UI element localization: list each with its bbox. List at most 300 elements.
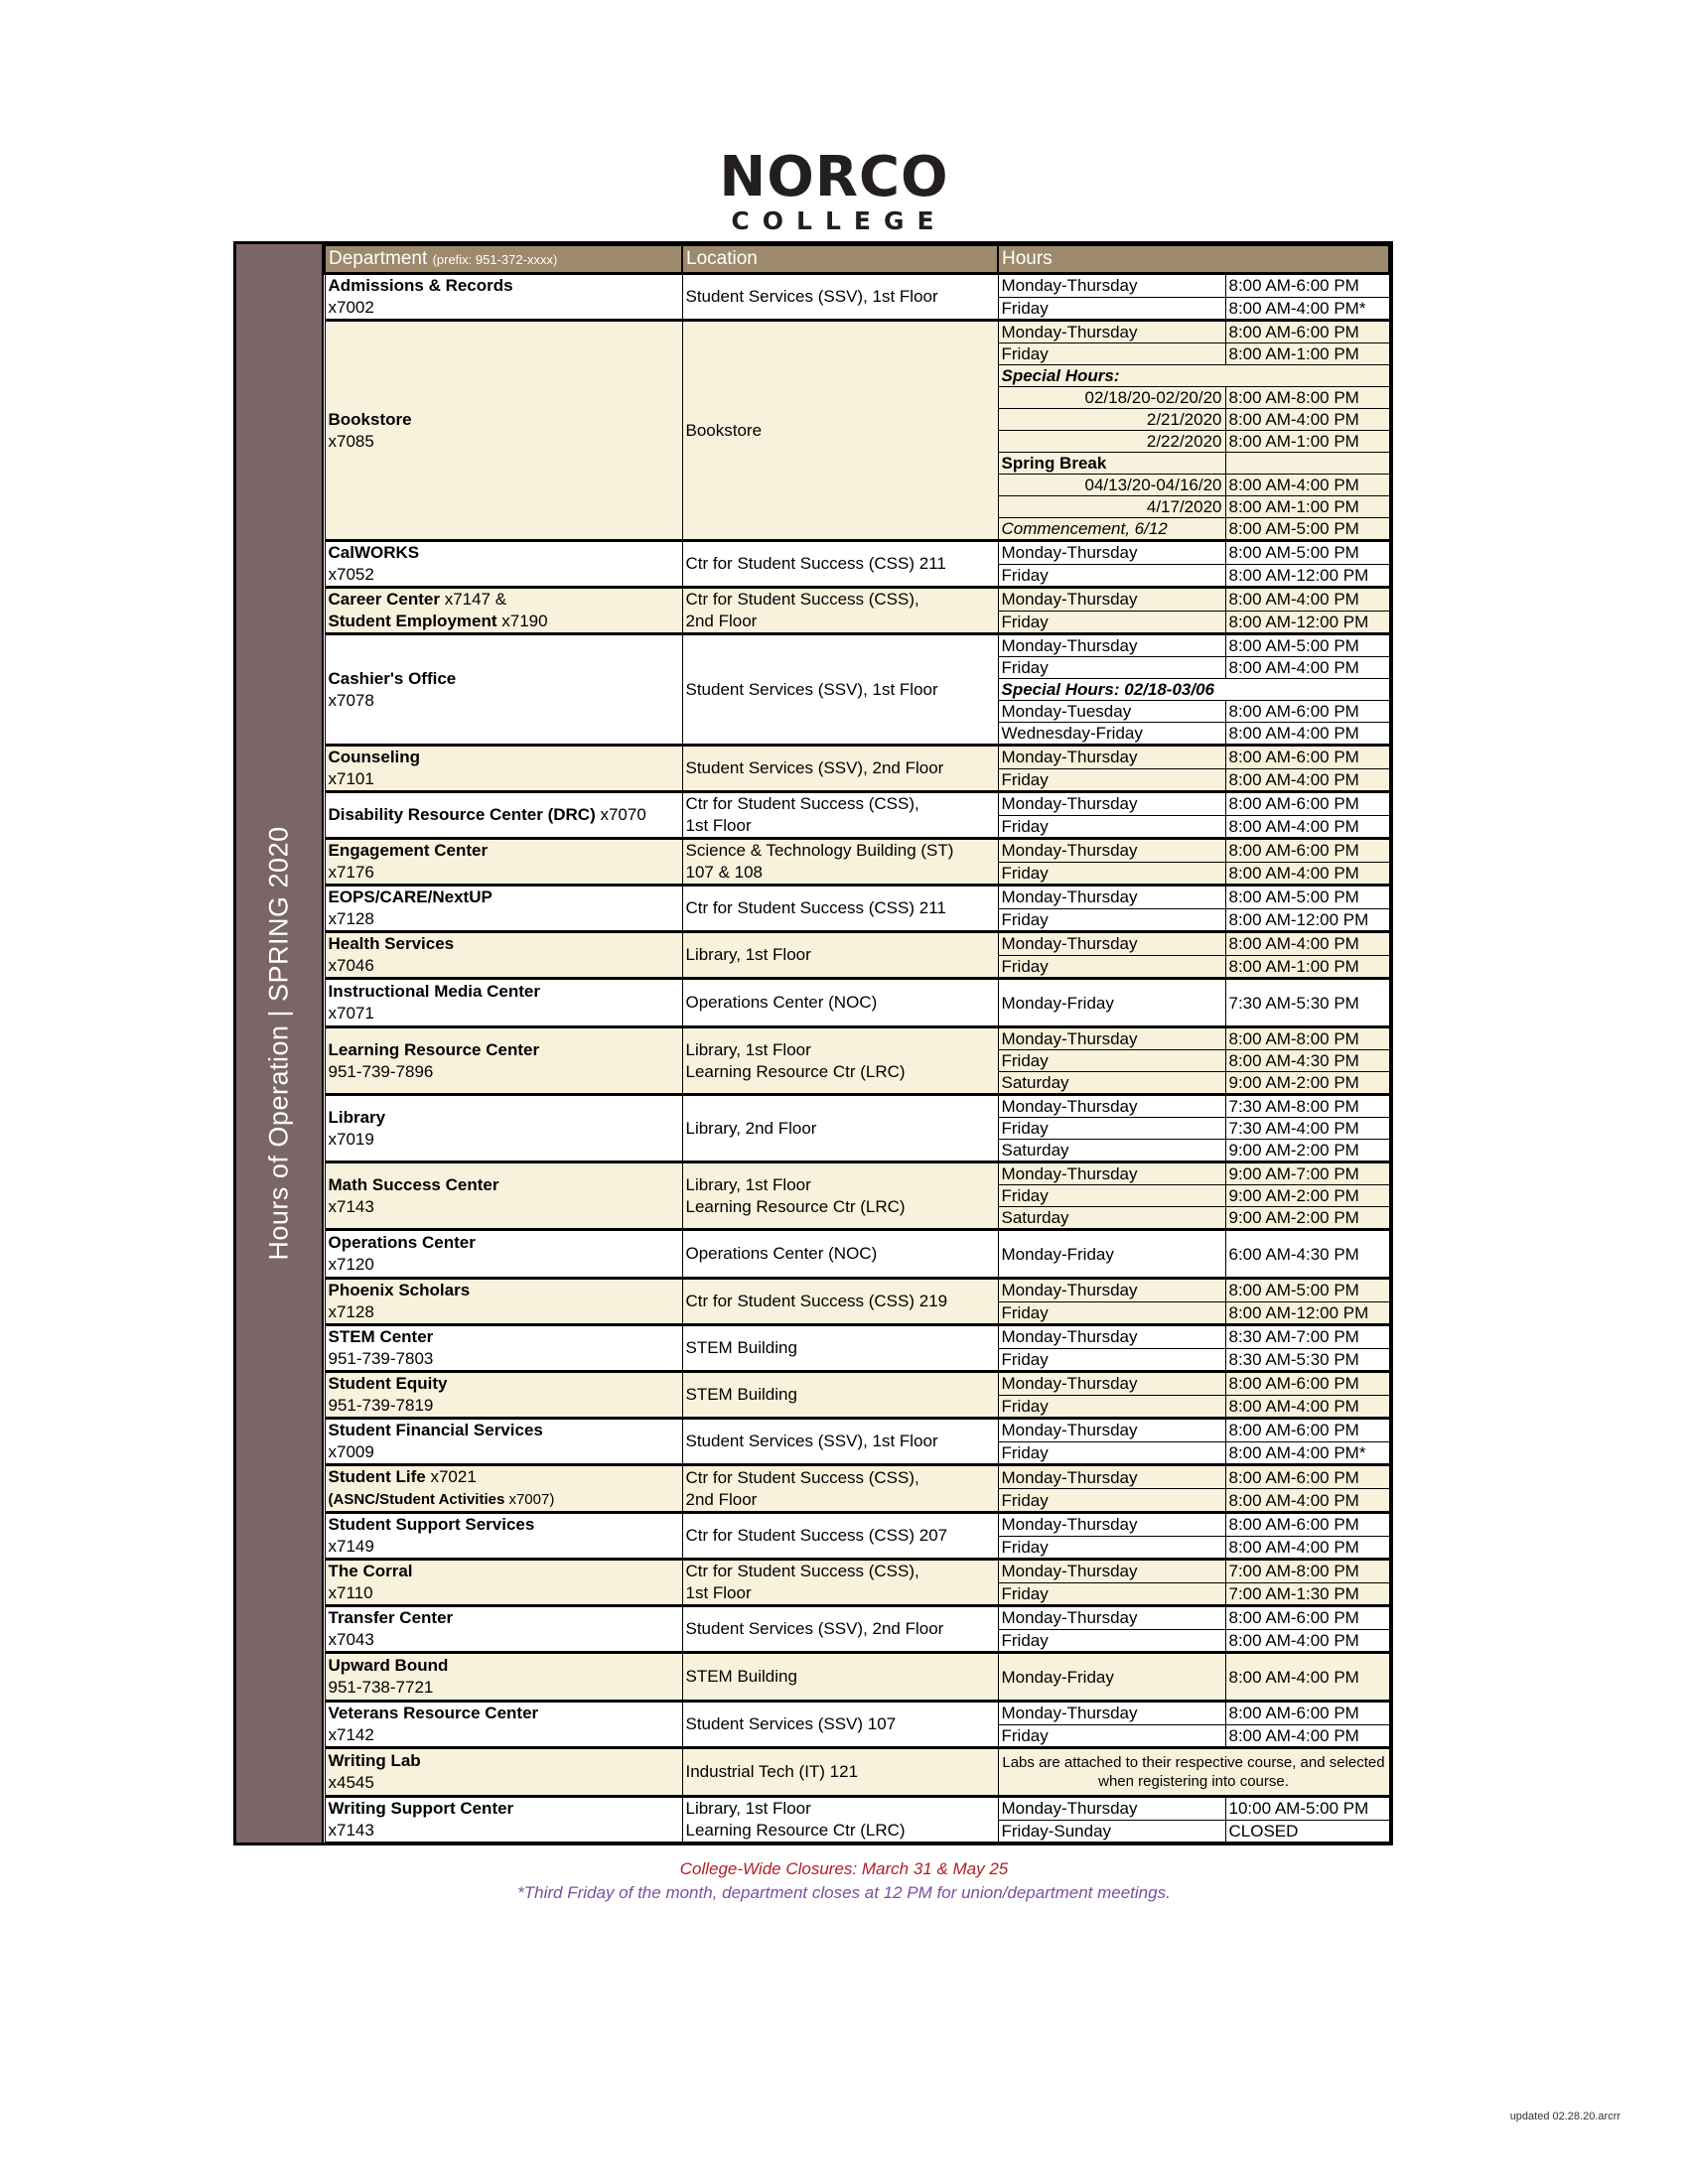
- hours-days: Friday: [998, 862, 1225, 886]
- department-name: Math Success Center: [328, 1174, 499, 1194]
- hours-days: Friday-Sunday: [998, 1820, 1225, 1843]
- hours-days: Monday-Thursday: [998, 1027, 1225, 1050]
- department-ext: x7021: [430, 1467, 477, 1486]
- table-row: [325, 1325, 1389, 1349]
- table-row: [325, 1606, 1389, 1630]
- hours-time: 8:00 AM-4:00 PM: [1225, 1724, 1389, 1748]
- department-name: Instructional Media Center: [328, 982, 540, 1001]
- hours-days: Monday-Thursday: [998, 1606, 1225, 1630]
- hours-time: 8:00 AM-12:00 PM: [1225, 564, 1389, 588]
- location-line: Library, 1st Floor: [685, 1039, 811, 1059]
- hours-time: 9:00 AM-2:00 PM: [1225, 1072, 1389, 1095]
- department-ext: x7052: [328, 565, 374, 584]
- hours-days: Friday: [998, 1536, 1225, 1560]
- location-line: Ctr for Student Success (CSS),: [685, 1562, 919, 1580]
- location-cell: [682, 588, 998, 634]
- hours-time: 8:00 AM-1:00 PM: [1225, 496, 1389, 518]
- department-ext: x7085: [328, 431, 374, 451]
- department-cell: [325, 1653, 682, 1702]
- department-cell: [325, 1279, 682, 1325]
- hours-days: Monday-Thursday: [998, 1513, 1225, 1537]
- department-cell: [325, 1465, 682, 1513]
- sidebar-banner: [236, 244, 324, 1843]
- department-name-2: Student Employment: [328, 612, 497, 630]
- hours-time: 8:00 AM-5:00 PM: [1225, 886, 1389, 909]
- department-name: Student Life: [328, 1467, 426, 1486]
- location-cell: [682, 634, 998, 746]
- hours-days: Saturday: [998, 1207, 1225, 1230]
- header-hours: Hours: [998, 245, 1389, 274]
- hours-days: 02/18/20-02/20/20: [998, 387, 1225, 409]
- department-ext: 951-739-7819: [328, 1396, 434, 1415]
- location-cell: [682, 932, 998, 979]
- hours-days: Monday-Thursday: [998, 1797, 1225, 1821]
- hours-days: Friday: [998, 611, 1225, 634]
- department-cell: [325, 588, 682, 634]
- table-row: [325, 1797, 1389, 1821]
- location-cell: [682, 1419, 998, 1465]
- location-line: Science & Technology Building (ST): [685, 841, 954, 860]
- department-cell: [325, 541, 682, 588]
- hours-time: 8:00 AM-5:00 PM: [1225, 518, 1389, 541]
- table-row: [325, 634, 1389, 657]
- department-cell: [325, 1230, 682, 1279]
- location-line: STEM Building: [685, 1667, 797, 1686]
- department-cell: [325, 1606, 682, 1653]
- department-cell: [325, 1325, 682, 1372]
- department-name-2: (ASNC/Student Activities: [328, 1491, 505, 1508]
- hours-time: 8:00 AM-1:00 PM: [1225, 343, 1389, 365]
- hours-days: Friday: [998, 1050, 1225, 1072]
- location-cell: [682, 1095, 998, 1162]
- department-cell: [325, 1513, 682, 1560]
- hours-time: 8:00 AM-4:00 PM: [1225, 1536, 1389, 1560]
- hours-time: 8:00 AM-4:00 PM*: [1225, 297, 1389, 321]
- hours-days: 4/17/2020: [998, 496, 1225, 518]
- department-ext: x7128: [328, 1302, 374, 1321]
- updated-stamp: updated 02.28.20.arcrr: [1509, 2111, 1620, 2122]
- department-ext: x7120: [328, 1255, 374, 1274]
- hours-days: 2/22/2020: [998, 431, 1225, 453]
- location-line: Student Services (SSV) 107: [685, 1714, 897, 1733]
- department-cell: [325, 1748, 682, 1797]
- department-ext: 951-739-7896: [328, 1061, 434, 1081]
- hours-time: 7:00 AM-8:00 PM: [1225, 1560, 1389, 1583]
- hours-days: Monday-Thursday: [998, 1465, 1225, 1489]
- hours-time: 8:00 AM-5:00 PM: [1225, 541, 1389, 565]
- department-ext: x7128: [328, 909, 374, 928]
- table-row: [325, 839, 1389, 863]
- table-header-row: [325, 245, 1389, 274]
- location-line: STEM Building: [685, 1385, 797, 1404]
- hours-days: Friday: [998, 908, 1225, 932]
- hours-days: Monday-Thursday: [998, 541, 1225, 565]
- department-ext: 951-738-7721: [328, 1678, 434, 1697]
- location-cell: [682, 979, 998, 1027]
- hours-time: 8:00 AM-4:00 PM*: [1225, 1441, 1389, 1465]
- hours-days: Friday: [998, 1629, 1225, 1653]
- location-line: Student Services (SSV), 2nd Floor: [685, 758, 944, 777]
- department-ext: x7143: [328, 1821, 374, 1840]
- hours-days: Friday: [998, 564, 1225, 588]
- hours-time: 8:00 AM-6:00 PM: [1225, 321, 1389, 343]
- location-line: Student Services (SSV), 1st Floor: [685, 287, 938, 306]
- location-cell: [682, 1797, 998, 1843]
- table-row: [325, 1095, 1389, 1118]
- location-cell: [682, 1230, 998, 1279]
- hours-days: Friday: [998, 1489, 1225, 1513]
- hours-time: 8:00 AM-4:00 PM: [1225, 932, 1389, 956]
- hours-time: 10:00 AM-5:00 PM: [1225, 1797, 1389, 1821]
- hours-time: [1225, 453, 1389, 475]
- location-cell: [682, 1560, 998, 1606]
- table-row: [325, 1702, 1389, 1725]
- department-ext-2: x7190: [501, 612, 548, 630]
- location-line: Library, 1st Floor: [685, 945, 811, 964]
- hours-time: 8:00 AM-6:00 PM: [1225, 746, 1389, 769]
- location-cell: [682, 1653, 998, 1702]
- hours-time: 8:00 AM-4:00 PM: [1225, 1629, 1389, 1653]
- hours-days: Monday-Thursday: [998, 1419, 1225, 1442]
- department-cell: [325, 1702, 682, 1748]
- hours-time: 8:00 AM-6:00 PM: [1225, 1513, 1389, 1537]
- location-line: 107 & 108: [685, 863, 764, 882]
- department-name: Cashier's Office: [328, 668, 457, 688]
- hours-subheading: Special Hours: 02/18-03/06: [998, 679, 1389, 701]
- location-cell: [682, 839, 998, 886]
- logo-line-2: COLLEGE: [731, 206, 947, 235]
- department-ext: x7078: [328, 690, 374, 710]
- hours-days: Monday-Friday: [998, 979, 1225, 1027]
- department-cell: [325, 1560, 682, 1606]
- hours-time: 8:00 AM-4:00 PM: [1225, 475, 1389, 496]
- hours-days: Friday: [998, 297, 1225, 321]
- hours-table: [324, 244, 1390, 1843]
- hours-days: Spring Break: [998, 453, 1225, 475]
- hours-days: Monday-Thursday: [998, 839, 1225, 863]
- hours-days: Saturday: [998, 1140, 1225, 1162]
- department-name: Engagement Center: [328, 841, 489, 860]
- location-line: Ctr for Student Success (CSS) 211: [685, 898, 946, 917]
- department-ext: x7043: [328, 1630, 374, 1649]
- logo-line-1: NORCO: [719, 145, 949, 209]
- header-location: Location: [682, 245, 998, 274]
- department-name: Career Center: [328, 590, 440, 609]
- hours-days: Monday-Thursday: [998, 1560, 1225, 1583]
- department-ext: x7110: [328, 1583, 373, 1602]
- hours-time: 6:00 AM-4:30 PM: [1225, 1230, 1389, 1279]
- department-ext: x7019: [328, 1129, 374, 1149]
- hours-time: 9:00 AM-2:00 PM: [1225, 1140, 1389, 1162]
- department-name: Writing Support Center: [328, 1799, 514, 1818]
- hours-time: 8:00 AM-1:00 PM: [1225, 431, 1389, 453]
- hours-subheading: Special Hours:: [998, 365, 1389, 387]
- hours-days: Friday: [998, 955, 1225, 979]
- hours-days: Wednesday-Friday: [998, 723, 1225, 746]
- hours-days: Friday: [998, 1724, 1225, 1748]
- location-cell: [682, 1606, 998, 1653]
- department-name: Student Equity: [328, 1374, 448, 1393]
- table-row: [325, 1748, 1389, 1797]
- department-cell: [325, 979, 682, 1027]
- department-name: Transfer Center: [328, 1608, 454, 1627]
- location-line: Learning Resource Ctr (LRC): [685, 1196, 906, 1216]
- location-cell: [682, 1702, 998, 1748]
- hours-time: 8:00 AM-4:00 PM: [1225, 1395, 1389, 1419]
- hours-note: Labs are attached to their respective course, and selected when registering into course.: [998, 1748, 1389, 1797]
- department-cell: [325, 932, 682, 979]
- hours-time: 8:00 AM-6:00 PM: [1225, 1702, 1389, 1725]
- table-row: [325, 1279, 1389, 1302]
- hours-time: 8:00 AM-6:00 PM: [1225, 839, 1389, 863]
- hours-time: 8:00 AM-6:00 PM: [1225, 792, 1389, 816]
- table-row: [325, 1230, 1389, 1279]
- hours-time: 9:00 AM-2:00 PM: [1225, 1207, 1389, 1230]
- location-line: Ctr for Student Success (CSS) 207: [685, 1526, 948, 1545]
- department-cell: [325, 1027, 682, 1095]
- location-cell: [682, 1325, 998, 1372]
- location-line: Learning Resource Ctr (LRC): [685, 1061, 906, 1081]
- department-cell: [325, 792, 682, 839]
- hours-time: 8:00 AM-6:00 PM: [1225, 1606, 1389, 1630]
- hours-time: 8:00 AM-12:00 PM: [1225, 611, 1389, 634]
- department-ext: x7070: [600, 805, 646, 824]
- hours-days: Monday-Thursday: [998, 792, 1225, 816]
- header-department-label: Department: [329, 248, 428, 269]
- department-cell: [325, 274, 682, 321]
- department-ext: x7101: [328, 769, 374, 788]
- department-secondary: [329, 612, 548, 630]
- hours-time: 8:30 AM-7:00 PM: [1225, 1325, 1389, 1349]
- location-line: Ctr for Student Success (CSS),: [685, 590, 919, 609]
- location-cell: [682, 746, 998, 792]
- department-name: Operations Center: [328, 1233, 476, 1252]
- department-cell: [325, 746, 682, 792]
- department-cell: [325, 321, 682, 541]
- hours-days: Monday-Thursday: [998, 1095, 1225, 1118]
- location-line: Industrial Tech (IT) 121: [685, 1762, 859, 1781]
- table-row: [325, 1513, 1389, 1537]
- location-line: Ctr for Student Success (CSS) 219: [685, 1292, 948, 1310]
- department-secondary: [329, 1491, 555, 1508]
- department-name: Student Financial Services: [328, 1421, 543, 1439]
- location-line: Learning Resource Ctr (LRC): [685, 1821, 906, 1840]
- department-ext: x7149: [328, 1537, 374, 1556]
- hours-time: 8:00 AM-4:00 PM: [1225, 768, 1389, 792]
- department-cell: [325, 1419, 682, 1465]
- hours-days: Commencement, 6/12: [998, 518, 1225, 541]
- hours-table-frame: [233, 241, 1393, 1845]
- table-row: [325, 746, 1389, 769]
- department-name: CalWORKS: [328, 543, 420, 562]
- department-ext: x4545: [328, 1773, 374, 1792]
- hours-days: Monday-Friday: [998, 1230, 1225, 1279]
- hours-time: 8:00 AM-12:00 PM: [1225, 1301, 1389, 1325]
- department-cell: [325, 1372, 682, 1419]
- hours-days: Monday-Thursday: [998, 274, 1225, 298]
- location-cell: [682, 1279, 998, 1325]
- norco-college-logo: [695, 145, 973, 236]
- sidebar-title: Hours of Operation | SPRING 2020: [263, 826, 294, 1261]
- table-row: [325, 1419, 1389, 1442]
- department-ext: x7009: [328, 1442, 374, 1461]
- location-line: Student Services (SSV), 1st Floor: [685, 1432, 938, 1450]
- department-cell: [325, 634, 682, 746]
- department-ext: x7142: [328, 1725, 374, 1744]
- department-name: Bookstore: [328, 409, 412, 429]
- hours-days: Friday: [998, 1395, 1225, 1419]
- hours-days: Monday-Thursday: [998, 932, 1225, 956]
- department-ext: x7046: [328, 956, 374, 975]
- hours-time: 8:00 AM-12:00 PM: [1225, 908, 1389, 932]
- department-name: Writing Lab: [328, 1751, 421, 1770]
- table-row: [325, 932, 1389, 956]
- department-ext: x7147 &: [444, 590, 507, 609]
- table-row: [325, 792, 1389, 816]
- table-row: [325, 588, 1389, 612]
- hours-days: Monday-Tuesday: [998, 701, 1225, 723]
- location-line: Library, 1st Floor: [685, 1174, 811, 1194]
- hours-days: Friday: [998, 657, 1225, 679]
- hours-time: 8:00 AM-4:00 PM: [1225, 1653, 1389, 1702]
- hours-time: 8:00 AM-5:00 PM: [1225, 634, 1389, 657]
- department-name: STEM Center: [328, 1327, 434, 1346]
- location-line: Operations Center (NOC): [685, 993, 878, 1012]
- location-cell: [682, 541, 998, 588]
- hours-days: Friday: [998, 1185, 1225, 1207]
- header-department: [325, 245, 682, 274]
- third-friday-note: *Third Friday of the month, department closes at 12 PM for union/department meetings.: [517, 1883, 1171, 1902]
- table-row: [325, 274, 1389, 298]
- location-cell: [682, 1372, 998, 1419]
- hours-days: Monday-Thursday: [998, 1702, 1225, 1725]
- location-cell: [682, 1748, 998, 1797]
- hours-days: Friday: [998, 1118, 1225, 1140]
- hours-time: 7:30 AM-5:30 PM: [1225, 979, 1389, 1027]
- location-cell: [682, 886, 998, 932]
- department-ext: 951-739-7803: [328, 1349, 434, 1368]
- table-row: [325, 1162, 1389, 1185]
- content-wrapper: [0, 241, 1688, 1905]
- department-ext: x7071: [328, 1004, 374, 1023]
- department-name: Veterans Resource Center: [328, 1704, 539, 1722]
- hours-days: Monday-Thursday: [998, 1325, 1225, 1349]
- hours-time: CLOSED: [1225, 1820, 1389, 1843]
- hours-days: Monday-Thursday: [998, 1372, 1225, 1396]
- table-row: [325, 321, 1389, 343]
- department-name: Counseling: [328, 748, 421, 766]
- location-cell: [682, 274, 998, 321]
- location-line: Student Services (SSV), 1st Floor: [685, 679, 938, 699]
- hours-time: 9:00 AM-2:00 PM: [1225, 1185, 1389, 1207]
- hours-time: 8:00 AM-4:00 PM: [1225, 657, 1389, 679]
- hours-time: 8:00 AM-4:00 PM: [1225, 862, 1389, 886]
- table-row: [325, 1560, 1389, 1583]
- header-prefix-note: (prefix: 951-372-xxxx): [432, 252, 558, 267]
- department-name: Disability Resource Center (DRC): [328, 805, 596, 824]
- location-line: Student Services (SSV), 2nd Floor: [685, 1619, 944, 1638]
- hours-days: Friday: [998, 1348, 1225, 1372]
- hours-time: 8:00 AM-6:00 PM: [1225, 274, 1389, 298]
- department-name: Student Support Services: [328, 1515, 535, 1534]
- hours-time: 8:00 AM-4:00 PM: [1225, 723, 1389, 746]
- hours-days: Friday: [998, 815, 1225, 839]
- hours-days: Friday: [998, 343, 1225, 365]
- location-line: STEM Building: [685, 1338, 797, 1357]
- hours-time: 8:30 AM-5:30 PM: [1225, 1348, 1389, 1372]
- table-row: [325, 1465, 1389, 1489]
- department-name: Phoenix Scholars: [328, 1281, 471, 1299]
- hours-days: Monday-Thursday: [998, 886, 1225, 909]
- hours-time: 8:00 AM-8:00 PM: [1225, 387, 1389, 409]
- table-row: [325, 1027, 1389, 1050]
- department-name: EOPS/CARE/NextUP: [328, 887, 492, 906]
- hours-days: Monday-Thursday: [998, 634, 1225, 657]
- department-name: Health Services: [328, 934, 455, 953]
- hours-days: 2/21/2020: [998, 409, 1225, 431]
- department-ext-2: x7007): [508, 1491, 555, 1508]
- location-cell: [682, 1465, 998, 1513]
- location-cell: [682, 321, 998, 541]
- location-line: Ctr for Student Success (CSS),: [685, 794, 919, 813]
- hours-days: Monday-Friday: [998, 1653, 1225, 1702]
- location-line: Bookstore: [685, 420, 763, 440]
- hours-time: 8:00 AM-4:00 PM: [1225, 409, 1389, 431]
- location-cell: [682, 792, 998, 839]
- table-row: [325, 1372, 1389, 1396]
- hours-time: 8:00 AM-4:00 PM: [1225, 588, 1389, 612]
- hours-time: 9:00 AM-7:00 PM: [1225, 1162, 1389, 1185]
- department-name: Learning Resource Center: [328, 1039, 540, 1059]
- location-line: Library, 2nd Floor: [685, 1118, 817, 1138]
- hours-days: Friday: [998, 1301, 1225, 1325]
- hours-time: 7:30 AM-8:00 PM: [1225, 1095, 1389, 1118]
- footer-notes: [0, 1857, 1688, 1905]
- location-line: Operations Center (NOC): [685, 1244, 878, 1263]
- location-line: 1st Floor: [685, 1583, 752, 1602]
- hours-days: Friday: [998, 768, 1225, 792]
- hours-time: 8:00 AM-8:00 PM: [1225, 1027, 1389, 1050]
- hours-time: 8:00 AM-6:00 PM: [1225, 1372, 1389, 1396]
- hours-days: Monday-Thursday: [998, 588, 1225, 612]
- department-ext: x7176: [328, 863, 374, 882]
- location-cell: [682, 1162, 998, 1230]
- hours-days: Monday-Thursday: [998, 1162, 1225, 1185]
- hours-days: Monday-Thursday: [998, 321, 1225, 343]
- location-cell: [682, 1513, 998, 1560]
- hours-time: 8:00 AM-5:00 PM: [1225, 1279, 1389, 1302]
- hours-time: 8:00 AM-4:30 PM: [1225, 1050, 1389, 1072]
- table-row: [325, 979, 1389, 1027]
- hours-time: 7:00 AM-1:30 PM: [1225, 1582, 1389, 1606]
- department-ext: x7143: [328, 1196, 374, 1216]
- hours-time: 8:00 AM-6:00 PM: [1225, 1419, 1389, 1442]
- table-row: [325, 1653, 1389, 1702]
- department-cell: [325, 1797, 682, 1843]
- location-line: 1st Floor: [685, 816, 752, 835]
- hours-time: 8:00 AM-6:00 PM: [1225, 1465, 1389, 1489]
- location-line: 2nd Floor: [685, 612, 758, 630]
- department-name: Library: [328, 1107, 386, 1127]
- table-row: [325, 886, 1389, 909]
- location-line: Ctr for Student Success (CSS),: [685, 1467, 919, 1487]
- table-row: [325, 541, 1389, 565]
- hours-days: 04/13/20-04/16/20: [998, 475, 1225, 496]
- department-cell: [325, 839, 682, 886]
- department-cell: [325, 1162, 682, 1230]
- location-line: Library, 1st Floor: [685, 1799, 811, 1818]
- hours-time: 7:30 AM-4:00 PM: [1225, 1118, 1389, 1140]
